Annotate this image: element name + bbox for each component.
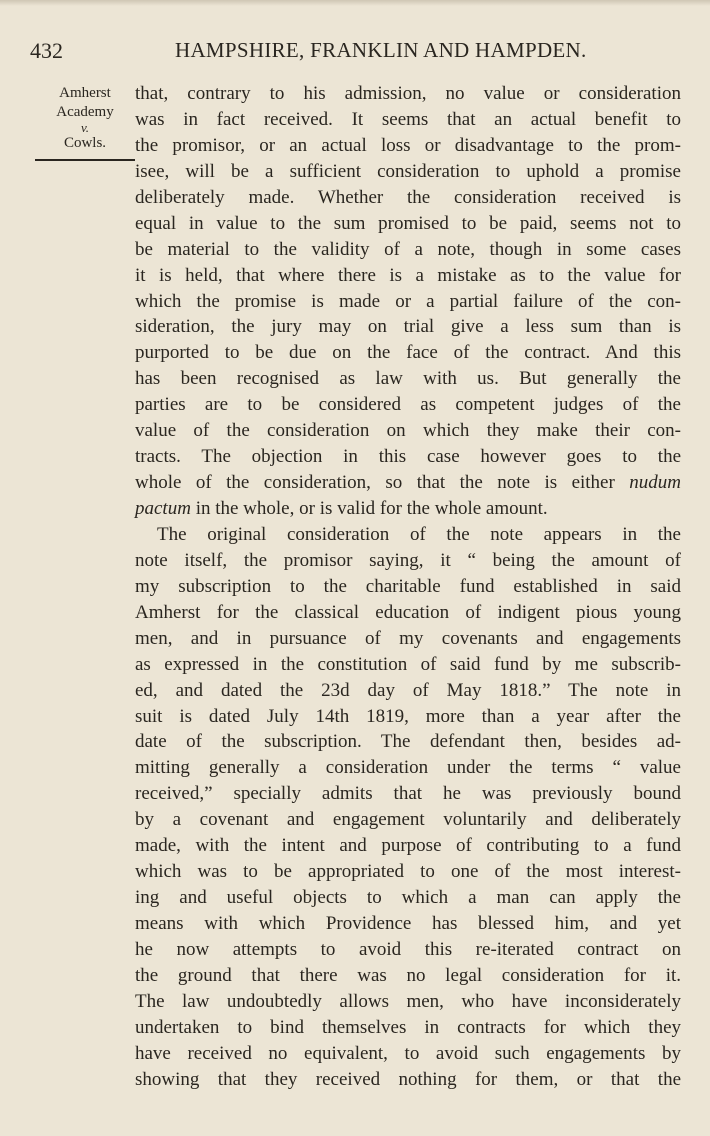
page-edge [0,0,710,6]
text-line [135,755,681,781]
margin-note-line: Amherst [59,85,111,101]
text-line [135,548,681,574]
text-line [135,444,681,470]
text-line [135,185,681,211]
text-line [135,807,681,833]
text-line [135,418,681,444]
line-text: by a covenant and engagement voluntarily and deliberately [135,809,681,831]
italic-text: pactum [135,498,191,519]
text-line [135,937,681,963]
text-line [135,340,681,366]
line-text: purported to be due on the face of the contract. And this [135,342,681,364]
text-line [135,704,681,730]
text-line [135,652,681,678]
line-text: it is held, that where there is a mistake as to the value for [135,264,681,286]
text-line [135,885,681,911]
line-text: suit is dated July 14th 1819, more than a year after the [135,705,681,727]
line-text: men, and in pursuance of my covenants and engagements [135,627,681,649]
text-line [135,729,681,755]
line-text: that, contrary to his admission, no value or consideration [135,83,681,104]
line-text: received,” specially admits that he was previously bound [135,783,681,805]
text-line [135,81,681,107]
line-text: tracts. The objection in this case however goes to the [135,446,681,468]
line-text: ing and useful objects to which a man can apply the [135,887,681,909]
text-line [135,574,681,600]
line-text: made, with the intent and purpose of contributing to a fund [135,835,681,857]
text-line [135,289,681,315]
text-line [135,678,681,704]
text-line [135,963,681,989]
text-line [135,626,681,652]
text-line [135,859,681,885]
text-line [135,833,681,859]
line-text: the promisor, or an actual loss or disadvantage to the prom- [135,134,681,156]
running-title: HAMPSHIRE, FRANKLIN AND HAMPDEN. [175,38,587,62]
text-line [135,237,681,263]
line-text: value of the consideration on which they make their con- [135,420,681,442]
line-text: be material to the validity of a note, though in some cases [135,238,681,260]
text-line [135,522,681,548]
text-line [135,1041,681,1067]
line-text: sideration, the jury may on trial give a less sum than is [135,316,681,338]
text-line [135,1067,681,1093]
text-line [135,496,681,522]
text-line [135,263,681,289]
text-line [135,133,681,159]
margin-note [32,84,138,161]
italic-text: nudum [629,472,681,494]
line-text: in the whole, or is valid for the whole amount. [190,498,548,519]
text-line [135,600,681,626]
line-text: deliberately made. Whether the consideration received is [135,186,681,208]
text-line [135,781,681,807]
line-text: which the promise is made or a partial failure of the con- [135,290,681,312]
text-line [135,211,681,237]
line-text: means with which Providence has blessed him, and yet [135,913,681,934]
margin-rule [35,159,135,161]
line-text: whole of the consideration, so that the note is either [135,472,630,494]
line-text: note itself, the promisor saying, it “ being the amount of [135,549,681,571]
line-text: was in fact received. It seems that an actual benefit to [135,108,681,130]
body-text [135,81,681,1093]
line-text: The law undoubtedly allows men, who have inconsiderately [135,990,681,1012]
line-text: ed, and dated the 23d day of May 1818.” The note in [135,679,681,701]
line-text: date of the subscription. The defendant then, besides ad- [135,731,681,753]
margin-note-line: v. [80,120,90,135]
line-text: parties are to be considered as competent judges of the [135,394,681,416]
text-line [135,989,681,1015]
text-line [135,470,681,496]
margin-note-line: Academy [56,104,114,120]
line-text: as expressed in the constitution of said fund by me subscrib- [135,653,681,675]
line-text: which was to be appropriated to one of the most interest- [135,861,681,883]
line-text: my subscription to the charitable fund established in said [135,575,681,597]
text-line [135,392,681,418]
text-line [135,314,681,340]
text-line [135,911,681,937]
line-text: equal in value to the sum promised to be paid, seems not to [135,212,681,234]
text-line [135,159,681,185]
line-text: showing that they received nothing for them, or that the [135,1068,681,1090]
line-text: mitting generally a consideration under the terms “ value [135,757,681,779]
line-text: he now attempts to avoid this re-iterated contract on [135,938,681,960]
line-text: The original consideration of the note appears in the [157,523,681,545]
line-text: have received no equivalent, to avoid such engagements by [135,1042,681,1064]
line-text: isee, will be a sufficient consideration to uphold a promise [135,160,681,182]
line-text: the ground that there was no legal consideration for it. [135,964,681,986]
line-text: Amherst for the classical education of indigent pious young [135,601,681,623]
margin-note-line: Cowls. [63,135,107,151]
page-number: 432 [30,38,63,63]
text-line [135,107,681,133]
line-text: undertaken to bind themselves in contracts for which they [135,1016,681,1038]
text-line [135,366,681,392]
text-line [135,1015,681,1041]
line-text: has been recognised as law with us. But generally the [135,368,681,390]
